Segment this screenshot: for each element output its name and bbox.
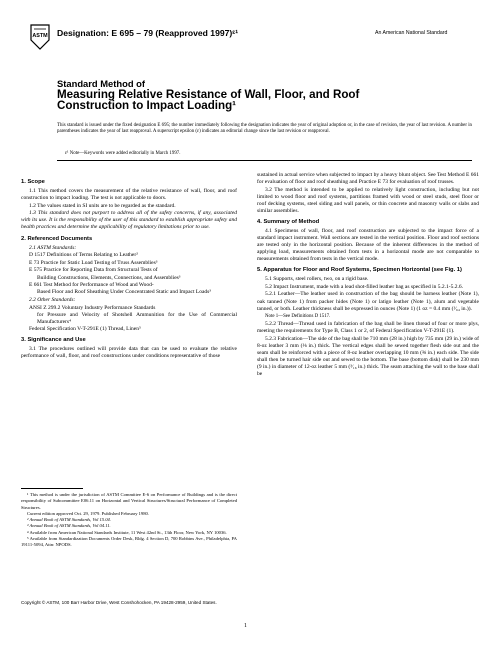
epsilon-note: ε¹ Note—Keywords were added editorially in March 1997. [65, 151, 181, 156]
paragraph: 3.2 The method is intended to be applied to relatively light construction, including but not limited to wood floor and roof systems, partitions framed with wood or steel studs, steel floor or roof decking systems, steel siding and wall panels, or thin concrete and masonry walls or slabs and similar assemblies. [257, 186, 479, 214]
preamble: This standard is issued under the fixed designation E 695; the number immediately following the designation indicates the year of original adoption or, in the case of revision, the year of last revision. A number in parentheses indicates the year of last reapproval. A superscript epsilon (ε) indicates an editorial change since the last revision or reapproval. [57, 123, 472, 134]
paragraph: 5.2.3 Fabrication—The side of the bag shall be 710 mm (28 in.) high by 735 mm (29 in.) wide of 8-oz leather 3 mm (⅛ in.) thick. The vertical edges shall be sewed together flesh side out and the seam shall be reinforced with a piece of 8-oz leather overlapping 10 mm (⅜ in.) each side. The side shall then be turned hair side out and sewed to the bottom. The base (bottom disk) shall be 230 mm (9 in.) in diameter of 12-oz leather 5 mm (³⁄₁₆ in.) thick. The seam attaching the wall to the base shall be [257, 335, 479, 377]
paragraph: 1.3 This standard does not purport to address all of the safety concerns, if any, associated with its use. It is the responsibility of the user of this standard to establish appropriate safety and health practices and determine the applicability of regulatory limitations prior to use. [21, 210, 237, 231]
column-right [257, 172, 479, 378]
reference-item: E 575 Practice for Reporting Data from Structural Tests of Building Constructions, Elements, Connections, and Assemblies³ [29, 267, 181, 281]
paragraph: sustained in actual service when subjected to impact by a heavy blunt object. See Test Method E 661 for evaluation of floor and roof sheathing and Practice E 73 for evaluation of roof trusses. [257, 172, 479, 186]
paragraph: 5.2.1 Leather—The leather used in construction of the bag should be harness leather (Note 1), oak tanned (Note 1) from packer hides (Note 1) or latigo leather (Note 1), alum and vegetable tanned, or both. Leather thickness shall be expressed in ounces (Note 1) (1 oz = 0.4 mm (¹⁄₆₄ in.)). [257, 291, 479, 312]
footnotes [21, 492, 237, 549]
paragraph: 3.1 The procedures outlined will provide data that can be used to evaluate the relative performance of wall, floor, and roof constructions under conditions representative of those [21, 346, 237, 360]
footnote: ² Annual Book of ASTM Standards, Vol 15.04. [27, 517, 111, 523]
paragraph: 4.1 Specimens of wall, floor, and roof construction are subjected to the impact force of a standard impact instrument. Wall sections are tested in the vertical position. Floor and roof sections are tested only in the horizontal position. Because of the inherent differences in the method of applying load, measurements obtained from tests in a horizontal mode are not comparable to measurements obtained from tests in the vertical mode. [257, 227, 479, 263]
paragraph: 1.1 This method covers the measurement of the relative resistance of wall, floor, and roof construction to impact loading. The test is not applicable to doors. [21, 188, 237, 202]
reference-item: E 73 Practice for Static Load Testing of Truss Assemblies³ [29, 259, 158, 266]
copyright-line: Copyright © ASTM, 100 Barr Harbor Drive, West Conshohocken, PA 19428-2959, United States. [21, 600, 217, 605]
astm-logo-icon [29, 24, 51, 50]
footnote: Current edition approved Oct. 29, 1979. Published February 1980. [27, 510, 149, 516]
footnote: ³ Annual Book of ASTM Standards, Vol 04.11. [27, 523, 111, 529]
svg-text:ASTM: ASTM [32, 33, 48, 39]
note: Note 1—See Definitions D 1517. [265, 314, 331, 320]
subsection-label: 2.2 Other Standards: [29, 296, 76, 303]
reference-item: E 661 Test Method for Performance of Wood and Wood- Based Floor and Roof Sheathing Under Concentrated Static and Impact Loads³ [29, 282, 211, 296]
document-title: Measuring Relative Resistance of Wall, Floor, and Roof Construction to Impact Loading¹ [57, 88, 360, 112]
paragraph: 1.2 The values stated in SI units are to be regarded as the standard. [29, 202, 176, 209]
reference-item: Federal Specification V-T-291E (1) Thread, Linen⁵ [29, 326, 141, 333]
column-left [21, 175, 237, 361]
standard-method-label: Standard Method of [57, 78, 146, 89]
american-national-standard-label: An American National Standard [375, 30, 448, 36]
subsection-label: 2.1 ASTM Standards: [29, 244, 77, 251]
section-heading: 4. Summary of Method [257, 218, 320, 225]
footnote: ⁵ Available from Standardization Documents Order Desk, Bldg. 4 Section D, 700 Robbins Ave., Philadelphia, PA 19111-5094, Attn: NPODS. [21, 536, 237, 548]
footnote: ¹ This method is under the jurisdiction of ASTM Committee E-6 on Performance of Buildings and is the direct responsibility of Subcommittee E06.11 on Horizontal and Vertical Structures/Structural Performance of Completed Structures. [21, 492, 237, 510]
header-divider [57, 160, 472, 161]
reference-item: ANSI Z 299.2 Voluntary Industry Performance Standards for Pressure and Velocity of Shotshell Ammunition for the Use of Commercial Manufacturers⁴ [29, 304, 237, 325]
paragraph: 5.1 Supports, steel rollers, two, on a rigid base. [265, 276, 369, 283]
reference-item: D 1517 Definitions of Terms Relating to Leather² [29, 252, 138, 259]
section-heading: 1. Scope [21, 179, 45, 185]
page-number: 1 [244, 623, 247, 629]
section-heading: 3. Significance and Use [21, 337, 86, 344]
paragraph: 5.2.2 Thread—Thread used in fabrication of the bag shall be linen thread of four or more plys, meeting the requirements for Type B, Class 1 or 2, of Federal Specification V-T-291E (1). [257, 320, 479, 334]
footnote: ⁴ Available from American National Standards Institute, 11 West 42nd St., 13th Floor, New York, NY 10036. [27, 529, 227, 535]
section-heading: 2. Referenced Documents [21, 235, 93, 242]
paragraph: 5.2 Impact Instrument, made with a lead shot-filled leather bag as specified in 5.2.1-5.2.6. [265, 283, 463, 290]
footnote-divider [21, 488, 83, 489]
section-heading: 5. Apparatus for Floor and Roof Systems, Specimen Horizontal (see Fig. 1) [257, 267, 462, 274]
designation: Designation: E 695 – 79 (Reapproved 1997)ᵋ¹ [57, 28, 239, 38]
